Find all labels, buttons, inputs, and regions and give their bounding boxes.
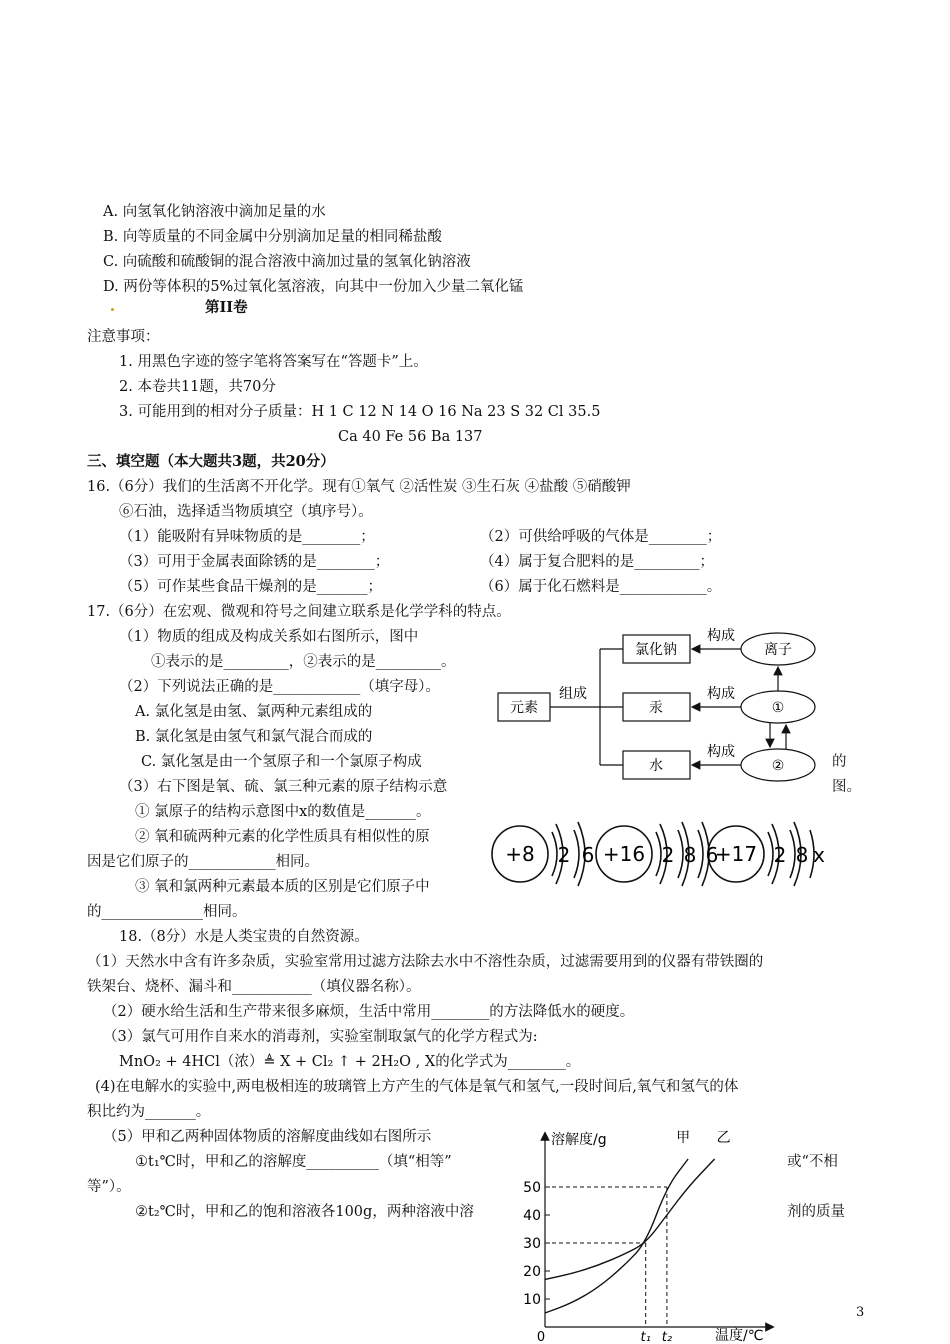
y-tick-label: 50 [523,1180,541,1196]
x-tick-label: t₁ [640,1330,651,1344]
solubility-chart [515,1122,780,1344]
x-axis-label: 温度/℃ [715,1328,764,1344]
option-d: D. 两份等体积的5%过氧化氢溶液，向其中一份加入少量二氧化锰 [103,279,524,295]
q16-stem: 16.（6分）我们的生活离不开化学。现有①氧气 ②活性炭 ③生石灰 ④盐酸 ⑤硝酸钾 [87,479,631,495]
notes-title: 注意事项： [87,329,160,345]
q18-part-5: （5）甲和乙两种固体物质的溶解度曲线如右图所示 [103,1129,432,1145]
atom-cl-shell-1: 2 [773,843,787,867]
page-number: 3 [856,1305,865,1320]
q17-sub-3: ③ 氧和氯两种元素最本质的区别是它们原子中 [135,879,430,895]
q17-part-3-tail-2: 图。 [832,779,861,795]
atom-cl-shell-3: x [813,843,825,867]
atom-s-shell-1: 2 [661,843,675,867]
decorative-dot [111,308,114,311]
q18-part-5-sub-2-tail: 剂的质量 [787,1204,845,1220]
q16-part-1: （1）能吸附有异味物质的是________； [119,529,375,545]
q18-part-1-continued: 铁架台、烧杯、漏斗和___________（填仪器名称）。 [87,979,421,995]
q17-sub-1: ① 氯原子的结构示意图中x的数值是_______。 [135,804,431,820]
label-circle-2: ② [771,758,785,774]
option-c: C. 向硫酸和硫酸铜的混合溶液中滴加过量的氢氧化钠溶液 [103,254,471,270]
label-mercury: 汞 [649,700,663,716]
q17-option-c: C. 氯化氢是由一个氢原子和一个氯原子构成 [141,754,422,770]
atom-cl-shell-2: 8 [795,843,809,867]
q17-part-1-blanks: ①表示的是_________，②表示的是_________。 [151,654,456,670]
q18-equation: MnO₂ + 4HCl（浓）≜ X + Cl₂ ↑ + 2H₂O , X的化学式为________。 [119,1054,581,1070]
q18-part-5-sub-1: ①t₁℃时，甲和乙的溶解度__________（填“相等” [135,1154,452,1170]
atom-o-shell-1: 2 [557,843,571,867]
atom-s-nucleus: +16 [602,842,646,866]
option-a: A. 向氢氧化钠溶液中滴加足量的水 [103,204,326,220]
q18-part-5-sub-1-continued: 等”）。 [87,1179,131,1195]
note-3: 3. 可能用到的相对分子质量：H 1 C 12 N 14 O 16 Na 23 S 32 Cl 35.5 [119,404,601,420]
part3-title: 三、填空题（本大题共3题，共20分） [87,453,335,470]
q17-option-a: A. 氯化氢是由氢、氯两种元素组成的 [135,704,373,720]
q16-part-4: （4）属于复合肥料的是_________； [480,554,714,570]
q18-part-5-sub-1-tail: 或“不相 [787,1154,838,1170]
option-b: B. 向等质量的不同金属中分别滴加足量的相同稀盐酸 [103,229,442,245]
q17-sub-2: ② 氧和硫两种元素的化学性质具有相似性的原 [135,829,430,845]
section-title: 第II卷 [205,299,248,316]
q16-part-3: （3）可用于金属表面除锈的是________； [119,554,390,570]
label-nacl: 氯化钠 [635,642,677,658]
x-tick-label: t₂ [661,1330,673,1344]
q17-option-b: B. 氯化氢是由氢气和氯气混合而成的 [135,729,373,745]
label-ion: 离子 [764,642,792,658]
label-water: 水 [649,758,663,774]
q18-part-5-sub-2: ②t₂℃时，甲和乙的饱和溶液各100g，两种溶液中溶 [135,1204,474,1220]
q17-part-3: （3）右下图是氧、硫、氯三种元素的原子结构示意 [119,779,448,795]
label-circle-1: ① [771,700,785,716]
atomic-structure-diagrams [486,808,826,904]
atom-o-nucleus: +8 [505,842,535,866]
q16-stem-2: ⑥石油，选择适当物质填空（填序号）。 [119,504,373,520]
atom-cl-nucleus: +17 [714,842,758,866]
q16-part-6: （6）属于化石燃料是____________。 [480,579,722,595]
series-label-jia: 甲 [676,1130,691,1146]
series-label-yi: 乙 [716,1130,731,1146]
note-2: 2. 本卷共11题，共70分 [119,379,276,395]
q16-part-2: （2）可供给呼吸的气体是________； [480,529,722,545]
q17-part-3-tail-1: 的 [832,754,847,770]
q18-stem: 18.（8分）水是人类宝贵的自然资源。 [119,929,369,945]
y-tick-label: 30 [523,1236,541,1252]
y-tick-label: 10 [523,1292,541,1308]
label-goucheng-1: 构成 [707,628,735,644]
q17-part-1: （1）物质的组成及构成关系如右图所示，图中 [119,629,419,645]
label-element: 元素 [510,700,538,716]
y-tick-label: 20 [523,1264,541,1280]
q18-part-3: （3）氯气可用作自来水的消毒剂，实验室制取氯气的化学方程式为: [103,1029,538,1045]
q17-sub-3-continued: 的______________相同。 [87,904,247,920]
q18-part-4-continued: 积比约为_______。 [87,1104,211,1120]
q18-part-1: （1）天然水中含有许多杂质，实验室常用过滤方法除去水中不溶性杂质，过滤需要用到的仪器有带铁圈的 [87,954,764,970]
q18-part-4: (4)在电解水的实验中,两电极相连的玻璃管上方产生的气体是氧气和氢气,一段时间后,氧气和氢气的体 [95,1079,739,1095]
series-line-yi [545,1159,715,1279]
x-tick-label: 0 [536,1330,546,1344]
q18-part-2: （2）硬水给生活和生产带来很多麻烦，生活中常用________的方法降低水的硬度。 [103,1004,635,1020]
atom-o-shell-2: 6 [581,843,595,867]
atom-s-shell-2: 8 [683,843,697,867]
atom-s-shell-3: 6 [705,843,719,867]
note-3-continued: Ca 40 Fe 56 Ba 137 [338,429,483,445]
label-goucheng-3: 构成 [707,744,735,760]
q16-part-5: （5）可作某些食品干燥剂的是_______； [119,579,382,595]
label-goucheng-2: 构成 [707,686,735,702]
y-axis-label: 溶解度/g [551,1132,607,1148]
q17-part-2: （2）下列说法正确的是____________（填字母）。 [119,679,440,695]
y-tick-label: 40 [523,1208,541,1224]
composition-diagram [490,620,860,790]
q17-stem: 17.（6分）在宏观、微观和符号之间建立联系是化学学科的特点。 [87,604,511,620]
q17-sub-2-continued: 因是它们原子的____________相同。 [87,854,319,870]
note-1: 1. 用黑色字迹的签字笔将答案写在“答题卡”上。 [119,354,428,370]
label-zucheng: 组成 [559,686,587,702]
